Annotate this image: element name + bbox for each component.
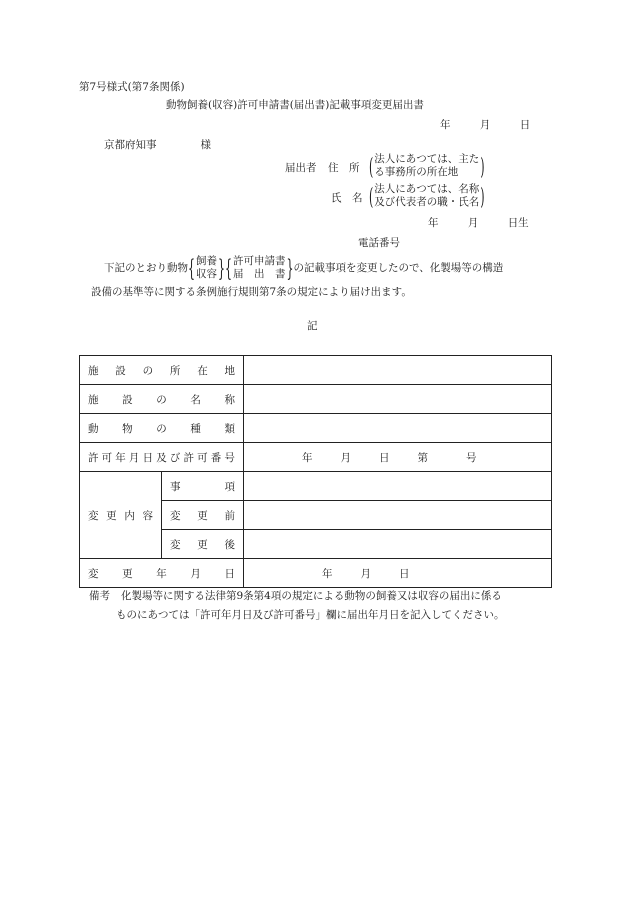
- permit-number-suffix: 号: [466, 451, 477, 464]
- permit-day: 日: [379, 451, 390, 464]
- facility-name-field[interactable]: [244, 385, 552, 414]
- label-char: 更: [197, 538, 208, 551]
- label-char: 日: [224, 567, 235, 580]
- brace1-option: 飼養: [196, 255, 217, 267]
- form-table: [79, 355, 552, 588]
- table-row: [80, 443, 552, 472]
- addressee-name: 京都府知事: [104, 139, 157, 151]
- after-change-label: [162, 537, 243, 552]
- label-char: 内: [124, 509, 135, 522]
- birth-year: 年: [428, 217, 439, 229]
- animal-type-label: [80, 421, 243, 436]
- label-cell: [80, 385, 244, 414]
- remarks-line1: [89, 591, 502, 602]
- label-char: 後: [224, 538, 235, 551]
- address-note-line: 法人にあつては、主た: [374, 153, 480, 165]
- brace2-option: 許可申請書: [233, 255, 286, 267]
- label-char: 更: [122, 567, 133, 580]
- change-item-label: [162, 479, 243, 494]
- remarks-label: 備考: [89, 590, 110, 602]
- label-char: 設: [115, 364, 126, 377]
- addressee-suffix: 様: [200, 139, 211, 151]
- label-char: 前: [224, 509, 235, 522]
- table-row: [80, 414, 552, 443]
- body-suffix: の記載事項を変更したので、化製場等の構造: [293, 261, 504, 274]
- applicant-label: 届出者: [285, 162, 317, 174]
- date-year: 年: [440, 119, 451, 131]
- remarks-text-1: 化製場等に関する法律第9条第4項の規定による動物の飼養又は収容の届出に係る: [121, 590, 502, 602]
- label-char: 類: [224, 422, 235, 435]
- address-note: ( 法人にあつては、主た る事務所の所在地 ): [369, 152, 485, 180]
- permit-number-prefix: 第: [417, 451, 428, 464]
- label-char: 許: [183, 451, 194, 464]
- change-year: 年: [322, 567, 333, 580]
- body-text-line1: 下記のとおり動物 { 飼養 収容 } { 許可申請書 届 出 書 } の記載事項を変更したので、化製場等の構造: [104, 254, 504, 282]
- change-item-field[interactable]: [244, 472, 552, 501]
- change-date-label: [80, 566, 243, 581]
- name-note: ( 法人にあつては、名称 及び代表者の職・氏名 ): [369, 182, 485, 210]
- birth-day: 日生: [507, 217, 529, 229]
- label-char: 施: [88, 364, 99, 377]
- form-number: 第7号様式(第7条関係): [79, 81, 185, 93]
- label-char: の: [156, 393, 167, 406]
- table-row: [80, 385, 552, 414]
- permit-date-number-field[interactable]: [244, 443, 552, 472]
- brace1-option: 収容: [196, 268, 217, 280]
- label-char: 称: [224, 393, 235, 406]
- label-cell: [80, 356, 244, 385]
- facility-location-label: [80, 363, 243, 378]
- label-char: 月: [190, 567, 201, 580]
- label-char: の: [156, 422, 167, 435]
- label-cell: [162, 501, 244, 530]
- table-row: [80, 356, 552, 385]
- label-char: び: [169, 451, 181, 464]
- date-month: 月: [479, 119, 491, 131]
- change-day: 日: [399, 567, 410, 580]
- label-char: 設: [122, 393, 133, 406]
- label-char: 項: [224, 480, 235, 493]
- name-note-line: 法人にあつては、名称: [374, 183, 480, 195]
- label-cell: [162, 472, 244, 501]
- label-char: の: [142, 364, 154, 377]
- before-change-field[interactable]: [244, 501, 552, 530]
- change-month: 月: [360, 567, 371, 580]
- label-char: 年: [115, 451, 126, 464]
- label-char: 許: [88, 451, 99, 464]
- facility-location-field[interactable]: [244, 356, 552, 385]
- label-char: 号: [224, 451, 235, 464]
- animal-type-field[interactable]: [244, 414, 552, 443]
- body-text-line2: 設備の基準等に関する条例施行規則第7条の規定により届け出ます。: [91, 286, 412, 298]
- label-char: 変: [88, 509, 99, 522]
- body-prefix: 下記のとおり動物: [104, 261, 188, 274]
- label-char: 番: [210, 451, 222, 464]
- ki-heading: 記: [307, 320, 318, 332]
- label-char: 変: [88, 567, 99, 580]
- name-note-line: 及び代表者の職・氏名: [374, 196, 480, 208]
- permit-date-number-value: [244, 450, 551, 465]
- label-char: 在: [197, 364, 208, 377]
- after-change-field[interactable]: [244, 530, 552, 559]
- birth-date: [428, 218, 529, 229]
- address-note-line: る事務所の所在地: [374, 166, 459, 178]
- label-char: 変: [170, 538, 181, 551]
- brace2-option: 届 出 書: [233, 268, 286, 280]
- label-char: 物: [122, 422, 133, 435]
- change-content-label-cell: [80, 472, 162, 559]
- table-row: [80, 559, 552, 588]
- label-char: 容: [142, 509, 153, 522]
- addressee: [104, 140, 211, 151]
- label-char: 動: [88, 422, 99, 435]
- remarks-line2: ものにあつては「許可年月日及び許可番号」欄に届出年月日を記入してください。: [116, 609, 505, 621]
- label-char: 地: [224, 364, 235, 377]
- label-char: 変: [170, 509, 181, 522]
- facility-name-label: [80, 392, 243, 407]
- table-row: [80, 472, 552, 501]
- submission-date: [440, 120, 530, 131]
- label-char: 更: [106, 509, 117, 522]
- change-date-value: [244, 566, 551, 581]
- name-label: 氏 名: [331, 192, 363, 204]
- label-char: 可: [101, 451, 113, 464]
- label-char: 種: [190, 422, 201, 435]
- permit-year: 年: [302, 451, 313, 464]
- label-char: 施: [88, 393, 99, 406]
- permit-date-number-label: [80, 450, 243, 465]
- change-date-field[interactable]: [244, 559, 552, 588]
- phone-label: 電話番号: [358, 237, 400, 249]
- permit-month: 月: [340, 451, 351, 464]
- address-label: 住 所: [328, 162, 360, 174]
- label-char: 所: [169, 364, 181, 377]
- label-char: 年: [156, 567, 167, 580]
- label-char: 名: [190, 393, 201, 406]
- label-cell: [162, 530, 244, 559]
- label-cell: [80, 443, 244, 472]
- label-char: 更: [197, 509, 208, 522]
- label-char: 月: [128, 451, 140, 464]
- date-day: 日: [519, 119, 531, 131]
- document-title: 動物飼養(収容)許可申請書(届出書)記載事項変更届出書: [166, 99, 424, 111]
- label-cell: [80, 559, 244, 588]
- label-char: 事: [170, 480, 181, 493]
- birth-month: 月: [467, 217, 479, 229]
- label-char: 及: [156, 451, 167, 464]
- label-char: 日: [142, 451, 154, 464]
- change-content-label: [80, 508, 161, 523]
- before-change-label: [162, 508, 243, 523]
- label-char: 可: [197, 451, 208, 464]
- label-cell: [80, 414, 244, 443]
